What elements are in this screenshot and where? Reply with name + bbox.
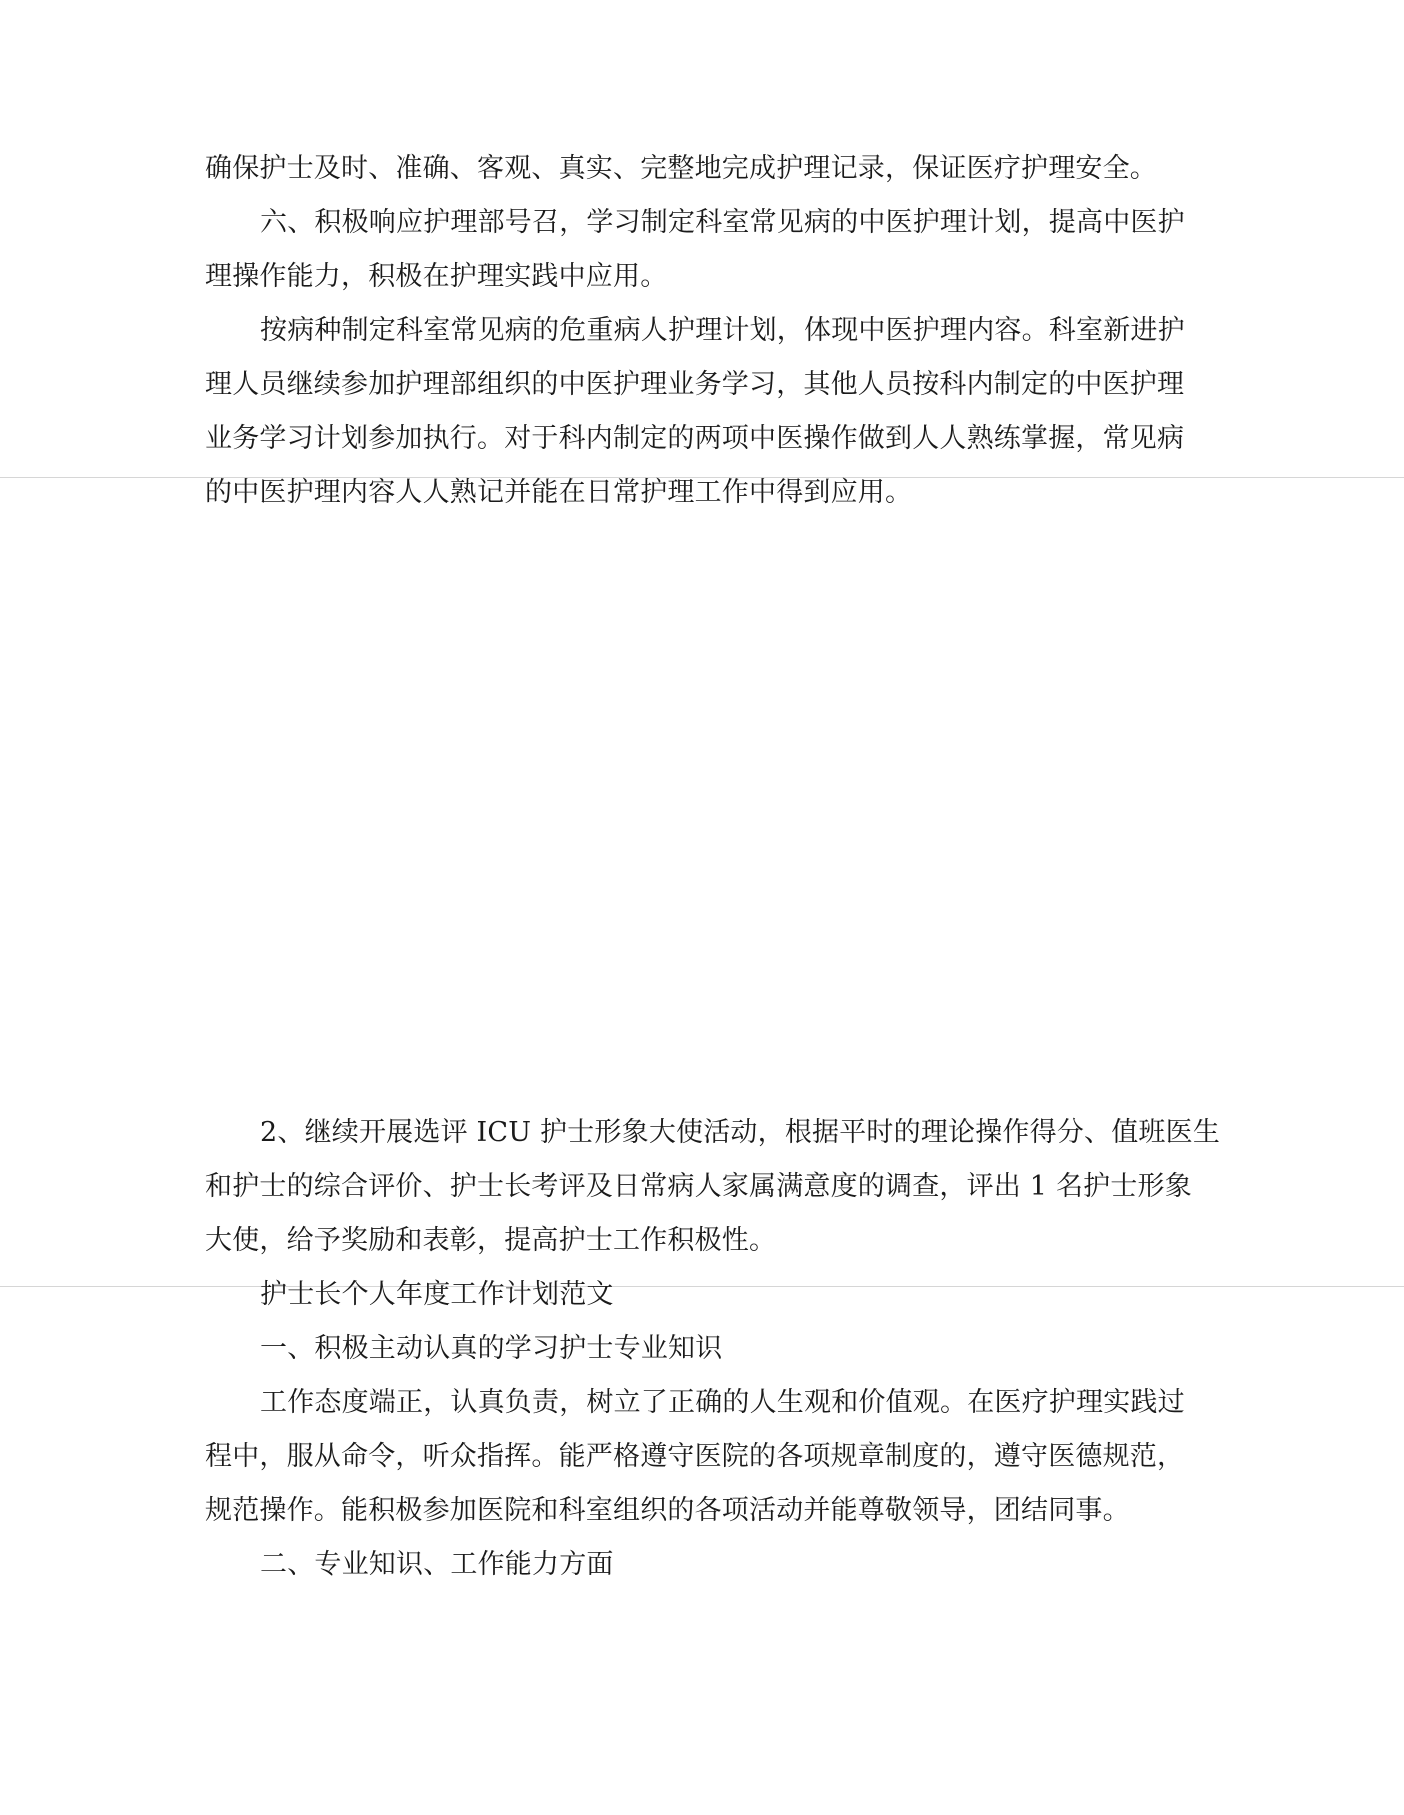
section-heading: 一、积极主动认真的学习护士专业知识 [260, 1333, 723, 1364]
section-title: 护士长个人年度工作计划范文 [260, 1279, 614, 1310]
text-block-bottom [205, 1106, 1221, 1592]
paragraph-line: 和护士的综合评价、护士长考评及日常病人家属满意度的调查，评出 1 名护士形象 [205, 1171, 1192, 1202]
paragraph-line: 理人员继续参加护理部组织的中医护理业务学习，其他人员按科内制定的中医护理 [205, 369, 1185, 400]
paragraph-line: 程中，服从命令，听众指挥。能严格遵守医院的各项规章制度的，遵守医德规范， [205, 1441, 1185, 1472]
paragraph-line: 工作态度端正，认真负责，树立了正确的人生观和价值观。在医疗护理实践过 [260, 1387, 1185, 1418]
paragraph-line: 确保护士及时、准确、客观、真实、完整地完成护理记录，保证医疗护理安全。 [205, 153, 1157, 184]
paragraph-line: 的中医护理内容人人熟记并能在日常护理工作中得到应用。 [205, 477, 913, 508]
paragraph-line: 按病种制定科室常见病的危重病人护理计划，体现中医护理内容。科室新进护 [260, 315, 1185, 346]
paragraph-line: 业务学习计划参加执行。对于科内制定的两项中医操作做到人人熟练掌握，常见病 [205, 423, 1185, 454]
paragraph-line: 大使，给予奖励和表彰，提高护士工作积极性。 [205, 1225, 777, 1256]
section-heading: 二、专业知识、工作能力方面 [260, 1549, 614, 1580]
paragraph-line: 理操作能力，积极在护理实践中应用。 [205, 261, 668, 292]
paragraph-line: 2、继续开展选评 ICU 护士形象大使活动，根据平时的理论操作得分、值班医生 [260, 1117, 1221, 1148]
paragraph-line: 规范操作。能积极参加医院和科室组织的各项活动并能尊敬领导，团结同事。 [205, 1495, 1130, 1526]
paragraph-line: 六、积极响应护理部号召，学习制定科室常见病的中医护理计划，提高中医护 [260, 207, 1185, 238]
text-block-top [205, 142, 1215, 520]
